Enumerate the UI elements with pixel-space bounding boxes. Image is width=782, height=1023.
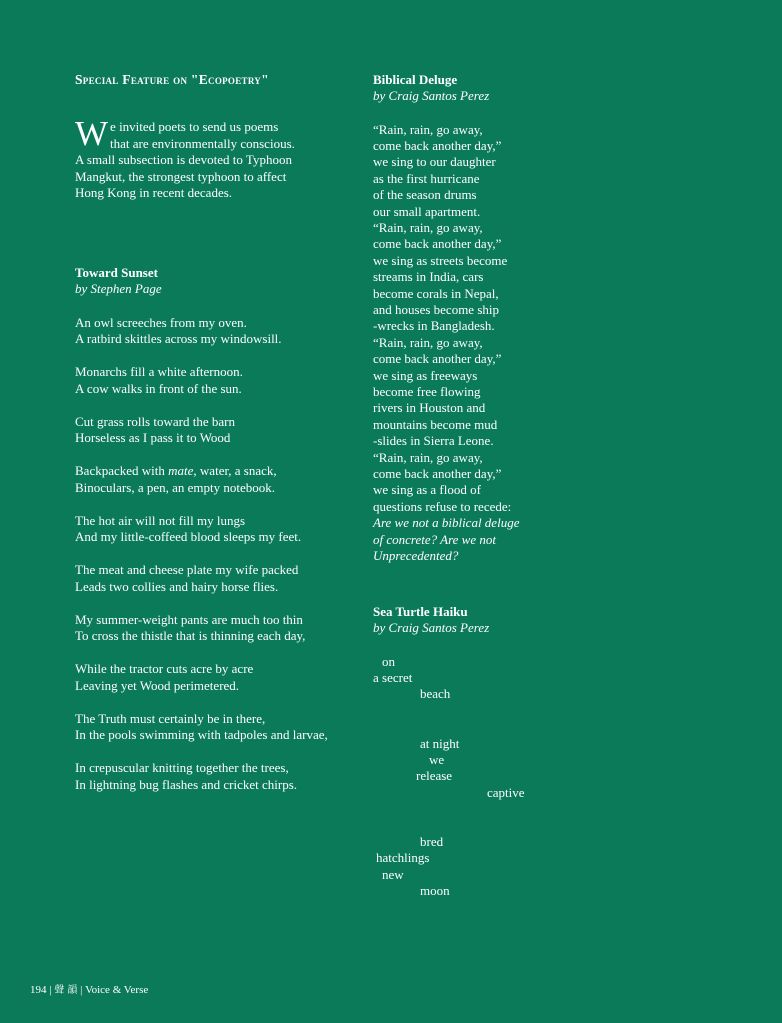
poem-title: Sea Turtle Haiku [373,604,468,619]
poem-line: In lightning bug flashes and cricket chirps. [75,776,298,792]
intro-line: that are environmentally conscious. [110,135,295,151]
poem-line: we sing as freeways [373,367,478,383]
poem-line: While the tractor cuts acre by acre [75,661,254,676]
stanza [75,463,365,496]
poem-line: as the first hurricane [373,170,480,186]
haiku-body [373,654,573,904]
poem-line: of the season drums [373,187,477,203]
poem-line: streams in India, cars [373,269,484,285]
poem-line: Cut grass rolls toward the barn [75,413,235,429]
footer-separator: | [80,984,83,996]
poem-line: -slides in Sierra Leone. [373,433,494,449]
footer-separator: | [49,984,52,996]
stanza [75,661,365,694]
haiku-word: on [382,653,395,669]
poem-line: we sing as streets become [373,252,508,268]
poem-line: To cross the thistle that is thinning each day, [75,628,306,643]
poem-line: A cow walks in front of the sun. [75,380,242,396]
poem-line: Leads two collies and hairy horse flies. [75,578,279,594]
poem-line: The meat and cheese plate my wife packed [75,562,299,577]
poem-line: come back another day,” [373,466,502,482]
stanza [75,711,365,744]
haiku-word: bred [420,833,444,849]
poem-line: “Rain, rain, go away, [373,121,483,137]
poem-line [75,463,365,480]
haiku-word: hatchlings [376,849,430,865]
haiku-word: beach [420,685,451,701]
poem-line: An owl screeches from my oven. [75,314,247,330]
poem-title: Biblical Deluge [373,72,458,87]
feature-title: Special Feature on "Ecopoetry" [75,72,269,87]
poem-line: The Truth must certainly be in there, [75,710,266,726]
poem-line-part: , water, a snack, [193,463,277,478]
intro-line: Mangkut, the strongest typhoon to affect [75,168,287,184]
poem-line: and houses become ship [373,301,500,317]
feature-intro [75,70,350,202]
magazine-chinese-title: 聲 韻 [54,985,78,996]
poem-line: “Rain, rain, go away, [373,449,483,465]
intro-dropcap: W [75,114,109,153]
poem-line: we sing as a flood of [373,482,481,498]
poem-byline: by Craig Santos Perez [373,620,490,635]
poem-line: “Rain, rain, go away, [373,334,483,350]
haiku-word: a secret [373,669,413,685]
poem-line: rivers in Houston and [373,400,486,416]
stanza [75,562,365,595]
poem-line: In crepuscular knitting together the trees, [75,760,289,775]
haiku-word: new [382,866,404,882]
poem-line: we sing to our daughter [373,154,496,170]
poem-line: My summer-weight pants are much too thin [75,611,303,627]
poem-byline: by Stephen Page [75,281,162,296]
poem-line: become free flowing [373,384,481,399]
poem-line: Binoculars, a pen, an empty notebook. [75,479,276,495]
poem-line: A ratbird skittles across my windowsill. [75,331,282,346]
intro-line: A small subsection is devoted to Typhoon [75,152,292,167]
poem-line: Leaving yet Wood perimetered. [75,677,240,693]
poem-line: And my little-coffeed blood sleeps my feet. [75,529,302,544]
page-number: 194 [30,984,47,996]
poem-line: “Rain, rain, go away, [373,219,483,235]
poem-stanzas [75,315,365,794]
stanza [75,414,365,447]
poem-line: come back another day,” [373,137,502,153]
page-footer [30,981,148,996]
poem-line-italic: of concrete? Are we not [373,531,496,547]
stanza [75,315,365,348]
poem-line: come back another day,” [373,351,502,367]
poem-line: mountains become mud [373,416,498,432]
haiku-word: release [416,767,453,783]
poem-sea-turtle-haiku [373,603,573,904]
stanza [75,513,365,546]
intro-line: e invited poets to send us poems [110,119,279,134]
poem-line: become corals in Nepal, [373,285,499,301]
haiku-word: moon [420,882,450,898]
stanza [75,364,365,397]
poem-line: The hot air will not fill my lungs [75,512,246,528]
haiku-word: we [429,751,445,767]
stanza [75,612,365,645]
haiku-word: at night [420,735,460,751]
poem-line: come back another day,” [373,236,502,252]
poem-line: Monarchs fill a white afternoon. [75,364,243,379]
intro-paragraph [75,114,350,202]
poem-toward-sunset [75,264,365,810]
poem-byline: by Craig Santos Perez [373,88,490,103]
poem-line-italic: Unprecedented? [373,548,459,564]
poem-line: our small apartment. [373,203,481,219]
haiku-word: captive [487,784,525,800]
stanza [75,760,365,793]
poem-line: questions refuse to recede: [373,498,512,514]
poem-line: -wrecks in Bangladesh. [373,318,495,334]
poem-line: In the pools swimming with tadpoles and larvae, [75,727,328,742]
poem-line-italic: Are we not a biblical deluge [373,515,520,531]
poem-biblical-deluge [373,71,573,564]
intro-line: Hong Kong in recent decades. [75,185,233,200]
poem-line-italic: mate [168,463,194,478]
poem-line: Horseless as I pass it to Wood [75,430,231,445]
poem-line-part: Backpacked with [75,463,169,478]
poem-lines [373,122,573,565]
magazine-title: Voice & Verse [85,984,149,996]
poem-title: Toward Sunset [75,265,158,280]
